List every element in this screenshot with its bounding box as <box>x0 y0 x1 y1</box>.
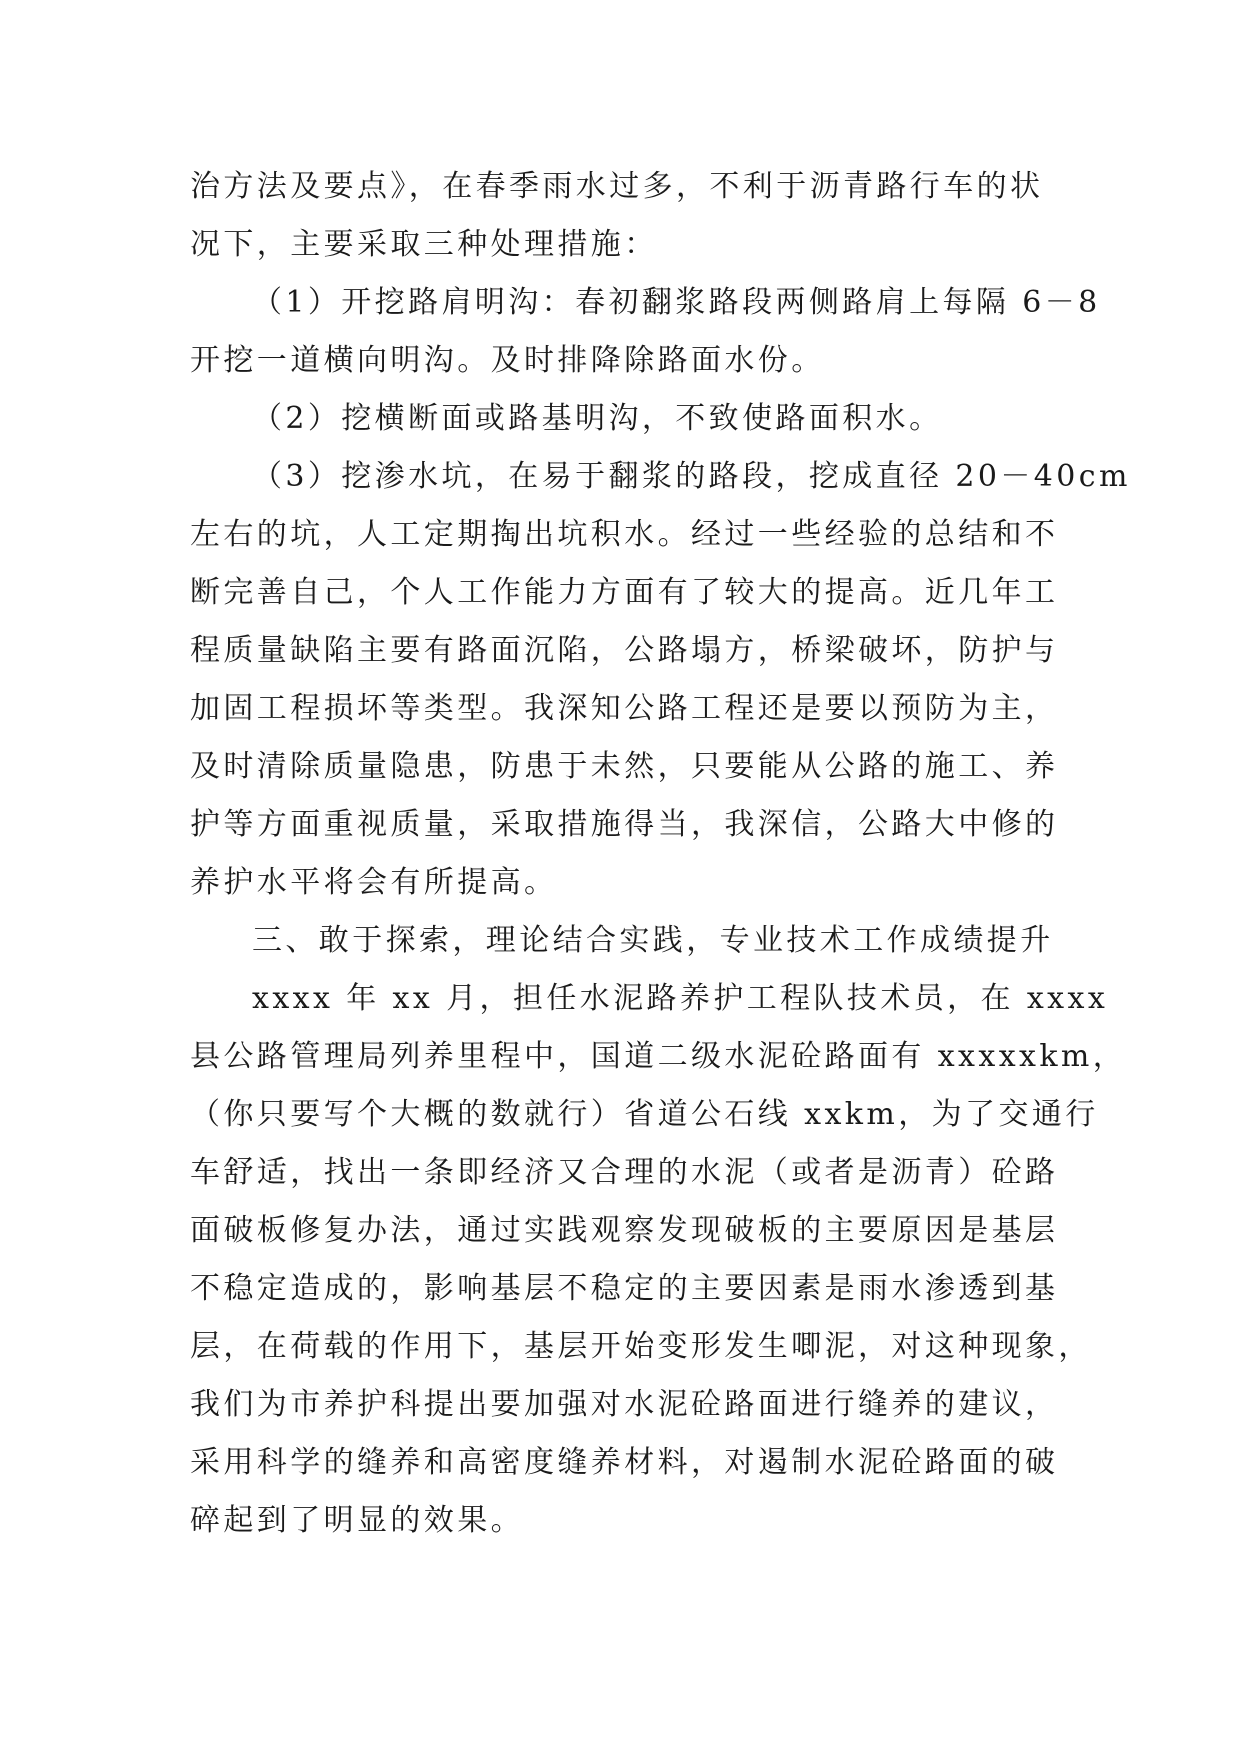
text-line: 护等方面重视质量，采取措施得当，我深信，公路大中修的 <box>190 807 1059 842</box>
text-line: （2）挖横断面或路基明沟，不致使路面积水。 <box>252 401 943 436</box>
text-line: （3）挖渗水坑，在易于翻浆的路段，挖成直径 20－40cm <box>252 459 1131 494</box>
text-line: 碎起到了明显的效果。 <box>190 1503 524 1538</box>
text-line: 治方法及要点》，在春季雨水过多，不利于沥青路行车的状 <box>190 169 1044 204</box>
text-line: 我们为市养护科提出要加强对水泥砼路面进行缝养的建议， <box>190 1387 1059 1422</box>
text-line: 层，在荷载的作用下，基层开始变形发生唧泥，对这种现象， <box>190 1329 1092 1364</box>
text-line: 开挖一道横向明沟。及时排降除路面水份。 <box>190 343 825 378</box>
text-line: 面破板修复办法，通过实践观察发现破板的主要原因是基层 <box>190 1213 1059 1248</box>
text-line: 县公路管理局列养里程中，国道二级水泥砼路面有 xxxxxkm， <box>190 1039 1127 1074</box>
text-line: 不稳定造成的，影响基层不稳定的主要因素是雨水渗透到基 <box>190 1271 1059 1306</box>
text-line: 车舒适，找出一条即经济又合理的水泥（或者是沥青）砼路 <box>190 1155 1059 1190</box>
text-line: （你只要写个大概的数就行）省道公石线 xxkm，为了交通行 <box>190 1097 1099 1132</box>
text-line: xxxx 年 xx 月，担任水泥路养护工程队技术员，在 xxxx <box>252 981 1109 1016</box>
text-line: 采用科学的缝养和高密度缝养材料，对遏制水泥砼路面的破 <box>190 1445 1059 1480</box>
text-line: 况下，主要采取三种处理措施： <box>190 227 658 262</box>
text-line: 加固工程损坏等类型。我深知公路工程还是要以预防为主， <box>190 691 1059 726</box>
text-line: 左右的坑，人工定期掏出坑积水。经过一些经验的总结和不 <box>190 517 1059 552</box>
text-line: 及时清除质量隐患，防患于未然，只要能从公路的施工、养 <box>190 749 1059 784</box>
text-line: 程质量缺陷主要有路面沉陷，公路塌方，桥梁破坏，防护与 <box>190 633 1059 668</box>
text-line: 断完善自己，个人工作能力方面有了较大的提高。近几年工 <box>190 575 1059 610</box>
text-line: 养护水平将会有所提高。 <box>190 865 558 900</box>
section-heading: 三、敢于探索，理论结合实践，专业技术工作成绩提升 <box>252 923 1054 958</box>
document-body <box>190 158 1131 1550</box>
text-line: （1）开挖路肩明沟：春初翻浆路段两侧路肩上每隔 6－8 <box>252 285 1101 320</box>
